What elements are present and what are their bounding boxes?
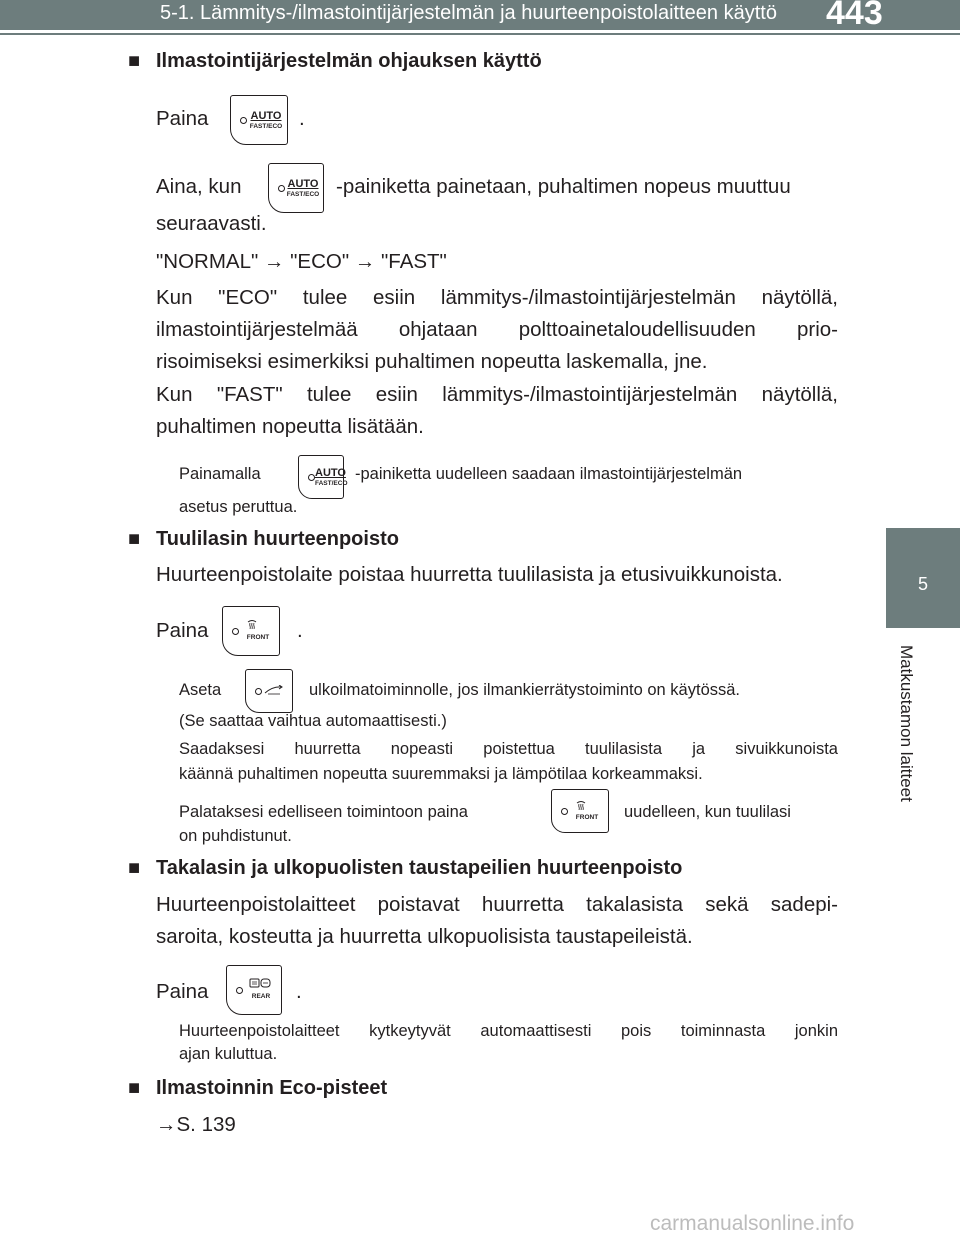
text-press: Paina bbox=[156, 107, 209, 130]
indicator-led-icon bbox=[232, 628, 239, 635]
note-n3-end: uudelleen, kun tuulilasi bbox=[624, 803, 791, 821]
text-p2-line2: ilmastointijärjestelmää ohjataan polttoainetaloudellisuuden prio- bbox=[156, 318, 838, 341]
indicator-led-icon bbox=[236, 987, 243, 994]
text-press: Paina bbox=[156, 980, 209, 1003]
auto-button-inline[interactable] bbox=[268, 163, 324, 213]
front-defroster-button[interactable] bbox=[222, 606, 280, 656]
button-label-sub: FRONT bbox=[575, 814, 599, 821]
button-label-main: AUTO bbox=[287, 178, 319, 190]
button-label-main: AUTO bbox=[315, 467, 346, 479]
note-n1-start: Aseta bbox=[179, 681, 222, 699]
section-heading-ac: Ilmastointijärjestelmän ohjauksen käyttö bbox=[156, 50, 542, 72]
text-s3-line1: Huurteenpoistolaitteet poistavat huurretta takalasista sekä sadepi- bbox=[156, 893, 838, 916]
rear-defog-icon bbox=[249, 978, 271, 988]
chapter-label: Matkustamon laitteet bbox=[897, 645, 916, 802]
button-label-main: AUTO bbox=[250, 110, 282, 122]
front-defroster-button-note[interactable] bbox=[551, 789, 609, 833]
bullet-square-icon: ■ bbox=[128, 528, 141, 550]
note-n1-line2: (Se saattaa vaihtua automaattisesti.) bbox=[179, 712, 447, 730]
text-p3-line2: puhaltimen nopeutta lisätään. bbox=[156, 415, 424, 438]
front-defrost-icon bbox=[247, 619, 257, 629]
button-label-sub: FAST/ECO bbox=[315, 480, 348, 487]
watermark: carmanualsonline.info bbox=[650, 1212, 855, 1235]
indicator-led-icon bbox=[255, 688, 262, 695]
text-s3-line2: saroita, kosteutta ja huurretta ulkopuolisista taustapeileistä. bbox=[156, 925, 693, 948]
bullet-square-icon: ■ bbox=[128, 1077, 141, 1099]
text-p2-line3: risoimiseksi esimerkiksi puhaltimen nopeutta laskemalla, jne. bbox=[156, 350, 708, 373]
note-n1-end: ulkoilmatoiminnolle, jos ilmankierrätystoiminto on käytössä. bbox=[309, 681, 741, 699]
outside-air-icon bbox=[264, 685, 284, 695]
section-heading-rear: Takalasin ja ulkopuolisten taustapeilien huurteenpoisto bbox=[156, 857, 683, 879]
header-divider bbox=[0, 33, 960, 35]
note-n2-line1: Saadaksesi huurretta nopeasti poistettua tuulilasista ja sivuikkunoista bbox=[179, 740, 838, 758]
outside-air-button[interactable] bbox=[245, 669, 293, 713]
fan-speed-sequence: "NORMAL" → "ECO" → "FAST" bbox=[156, 250, 447, 273]
note-end: -painiketta uudelleen saadaan ilmastointijärjestelmän bbox=[355, 465, 743, 483]
auto-button[interactable] bbox=[230, 95, 288, 145]
button-label-sub: FAST/ECO bbox=[249, 123, 283, 130]
header-bar bbox=[0, 0, 960, 30]
indicator-led-icon bbox=[240, 117, 247, 124]
page-number: 443 bbox=[826, 0, 883, 32]
note-s3-line2: ajan kuluttua. bbox=[179, 1045, 278, 1063]
indicator-led-icon bbox=[561, 808, 568, 815]
indicator-led-icon bbox=[278, 185, 285, 192]
text-p2-line1: Kun "ECO" tulee esiin lämmitys-/ilmastointijärjestelmän näytöllä, bbox=[156, 286, 838, 309]
bullet-square-icon: ■ bbox=[128, 50, 141, 72]
text-period: . bbox=[299, 107, 305, 130]
section-heading-windshield: Tuulilasin huurteenpoisto bbox=[156, 528, 399, 550]
note-s3-line1: Huurteenpoistolaitteet kytkeytyvät automaattisesti pois toiminnasta jonkin bbox=[179, 1022, 838, 1040]
button-label-sub: FRONT bbox=[246, 634, 270, 641]
note-n3-line2: on puhdistunut. bbox=[179, 827, 292, 845]
text-press: Paina bbox=[156, 619, 209, 642]
note-start: Painamalla bbox=[179, 465, 261, 483]
text-p3-line1: Kun "FAST" tulee esiin lämmitys-/ilmastointijärjestelmän näytöllä, bbox=[156, 383, 838, 406]
rear-defogger-button[interactable] bbox=[226, 965, 282, 1015]
page-reference-link[interactable]: →S. 139 bbox=[156, 1113, 236, 1136]
indicator-led-icon bbox=[308, 474, 315, 481]
text-p1-end: -painiketta painetaan, puhaltimen nopeus muuttuu bbox=[336, 175, 791, 198]
text-s2-p1: Huurteenpoistolaite poistaa huurretta tuulilasista ja etusivuikkunoista. bbox=[156, 563, 783, 586]
button-label-sub: REAR bbox=[251, 993, 271, 1000]
text-p1-line2: seuraavasti. bbox=[156, 212, 267, 235]
chapter-tab bbox=[886, 528, 960, 628]
front-defrost-icon bbox=[576, 800, 586, 810]
auto-button-note[interactable] bbox=[298, 455, 348, 499]
section-heading-eco: Ilmastoinnin Eco-pisteet bbox=[156, 1077, 388, 1099]
note-line2: asetus peruttua. bbox=[179, 498, 298, 516]
text-p1-start: Aina, kun bbox=[156, 175, 242, 198]
text-period: . bbox=[297, 619, 303, 642]
note-n3-start: Palataksesi edelliseen toimintoon paina bbox=[179, 803, 468, 821]
chapter-number: 5 bbox=[917, 574, 928, 594]
section-title: 5-1. Lämmitys-/ilmastointijärjestelmän ja huurteenpoistolaitteen käyttö bbox=[160, 2, 777, 24]
bullet-square-icon: ■ bbox=[128, 857, 141, 879]
note-n2-line2: käännä puhaltimen nopeutta suuremmaksi ja lämpötilaa korkeammaksi. bbox=[179, 765, 703, 783]
button-label-sub: FAST/ECO bbox=[286, 191, 320, 198]
text-period: . bbox=[296, 980, 302, 1003]
